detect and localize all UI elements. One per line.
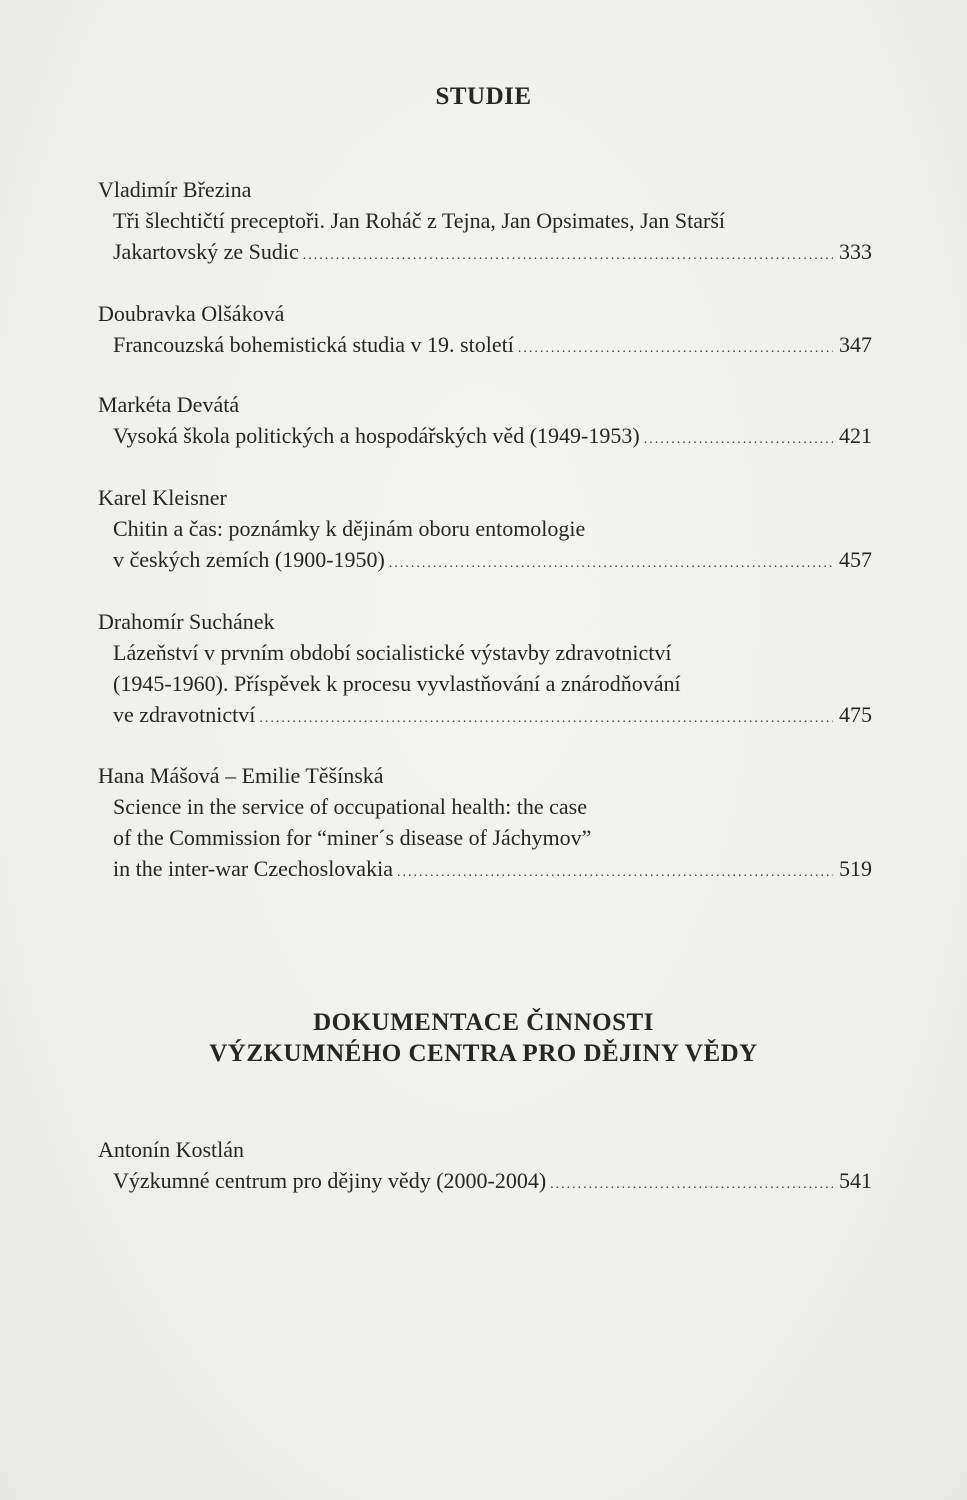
dot-leader bbox=[550, 1169, 833, 1200]
toc-entry bbox=[98, 174, 872, 271]
entry-title-line: Chitin a čas: poznámky k dějinám oboru entomologie bbox=[113, 516, 586, 541]
entry-author: Doubravka Olšáková bbox=[98, 301, 285, 326]
entry-page-number: 457 bbox=[839, 547, 872, 572]
section-heading-text: STUDIE bbox=[435, 83, 532, 110]
entry-page-number: 475 bbox=[839, 702, 872, 727]
entry-author: Karel Kleisner bbox=[98, 485, 227, 510]
section-heading-text: DOKUMENTACE ČINNOSTI bbox=[313, 1009, 654, 1036]
entry-title-last-line bbox=[98, 544, 872, 579]
entry-page-number: 333 bbox=[839, 239, 872, 264]
entry-page-number: 519 bbox=[839, 856, 872, 881]
entry-title-line: ve zdravotnictví bbox=[113, 702, 256, 727]
toc-entry bbox=[98, 298, 872, 364]
entry-title-last-line bbox=[98, 853, 872, 888]
dot-leader bbox=[259, 703, 833, 734]
dot-leader bbox=[644, 424, 833, 455]
entry-title-last-line bbox=[98, 1165, 872, 1200]
entry-author: Antonín Kostlán bbox=[98, 1137, 245, 1162]
entry-title-line: Science in the service of occupational health: the case bbox=[113, 794, 588, 819]
toc-entry bbox=[98, 1134, 872, 1200]
section-heading-text: VÝZKUMNÉHO CENTRA PRO DĚJINY VĚDY bbox=[209, 1040, 758, 1067]
entry-page-number: 541 bbox=[839, 1168, 872, 1193]
entry-page-number: 347 bbox=[839, 332, 872, 357]
entry-title-line: in the inter-war Czechoslovakia bbox=[113, 856, 393, 881]
entry-title-line: Výzkumné centrum pro dějiny vědy (2000-2004) bbox=[113, 1168, 547, 1193]
entry-title-last-line bbox=[98, 699, 872, 734]
entry-author: Markéta Devátá bbox=[98, 392, 240, 417]
entry-author: Hana Mášová – Emilie Těšínská bbox=[98, 763, 384, 788]
entry-title-line: (1945-1960). Příspěvek k procesu vyvlastňování a znárodňování bbox=[113, 671, 681, 696]
entry-title-line: Vysoká škola politických a hospodářských věd (1949-1953) bbox=[113, 423, 640, 448]
entry-title-line: Tři šlechtičtí preceptoři. Jan Roháč z Tejna, Jan Opsimates, Jan Starší bbox=[113, 208, 726, 233]
section-heading-studie bbox=[0, 81, 967, 112]
entry-title-last-line bbox=[98, 236, 872, 271]
entry-title-line: Jakartovský ze Sudic bbox=[113, 239, 299, 264]
entry-title-line: v českých zemích (1900-1950) bbox=[113, 547, 385, 572]
toc-entry bbox=[98, 482, 872, 579]
entry-title-line: Lázeňství v prvním období socialistické výstavby zdravotnictví bbox=[113, 640, 672, 665]
entry-page-number: 421 bbox=[839, 423, 872, 448]
dot-leader bbox=[518, 333, 833, 364]
entry-author: Vladimír Březina bbox=[98, 177, 252, 202]
entry-title-line: of the Commission for “miner´s disease of Jáchymov” bbox=[113, 825, 592, 850]
section-heading-dokumentace bbox=[0, 1007, 967, 1069]
toc-entry bbox=[98, 606, 872, 734]
entry-author: Drahomír Suchánek bbox=[98, 609, 275, 634]
entry-title-last-line bbox=[98, 329, 872, 364]
entry-title-last-line bbox=[98, 420, 872, 455]
dot-leader bbox=[397, 857, 833, 888]
dot-leader bbox=[303, 240, 833, 271]
toc-entry bbox=[98, 760, 872, 888]
dot-leader bbox=[389, 548, 833, 579]
toc-entry bbox=[98, 389, 872, 455]
entry-title-line: Francouzská bohemistická studia v 19. století bbox=[113, 332, 514, 357]
